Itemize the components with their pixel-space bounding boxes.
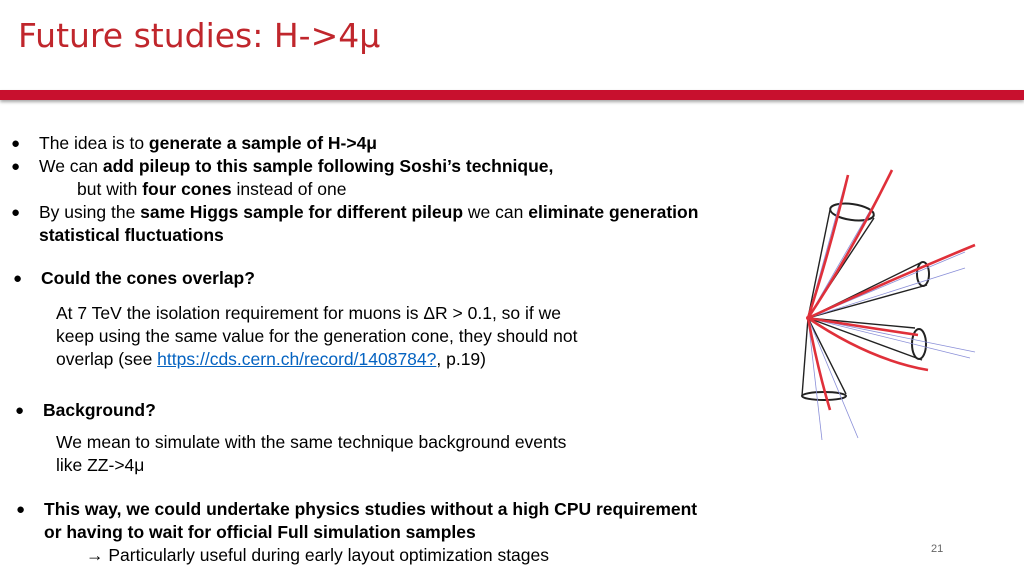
cone-lower xyxy=(802,318,858,440)
bullet-dot: ● xyxy=(11,204,21,221)
overlap-heading: Could the cones overlap? xyxy=(41,268,255,288)
background-text-line-2: like ZZ->4μ xyxy=(56,455,145,475)
bullet-dot: ● xyxy=(15,402,25,419)
background-heading: Background? xyxy=(43,400,156,420)
bullet-pileup: We can add pileup to this sample following Soshi’s technique, xyxy=(39,156,554,176)
bullet-idea: The idea is to generate a sample of H->4μ xyxy=(39,133,378,153)
overlap-text-line-2: keep using the same value for the generation cone, they should not xyxy=(56,326,578,346)
bullet-same-sample: By using the same Higgs sample for different pileup we can eliminate generation xyxy=(39,202,699,222)
bullet-dot: ● xyxy=(13,270,23,287)
bullet-pileup-continuation: but with four cones instead of one xyxy=(77,179,347,199)
overlap-text-line-1: At 7 TeV the isolation requirement for muons is ΔR > 0.1, so if we xyxy=(56,303,562,323)
overlap-text-line-3: overlap (see https://cds.cern.ch/record/1408784?, p.19) xyxy=(56,349,486,369)
slide-title: Future studies: H->4μ xyxy=(18,16,381,55)
bullet-dot: ● xyxy=(16,501,26,518)
cone-right-lower xyxy=(808,318,975,370)
bullet-dot: ● xyxy=(11,135,21,152)
cone-right-upper xyxy=(808,245,975,318)
cone-upper xyxy=(808,170,892,318)
conclusion-line-3: → Particularly useful during early layout optimization stages xyxy=(86,545,549,565)
bullet-same-sample-continuation: statistical fluctuations xyxy=(39,225,224,245)
conclusion-line-2: or having to wait for official Full simulation samples xyxy=(44,522,476,542)
four-cones-sketch xyxy=(770,160,990,460)
page-number: 21 xyxy=(931,543,944,555)
interaction-vertex xyxy=(806,316,810,320)
conclusion-line-1: This way, we could undertake physics studies without a high CPU requirement xyxy=(44,499,698,519)
bullet-dot: ● xyxy=(11,158,21,175)
cds-record-link[interactable]: https://cds.cern.ch/record/1408784? xyxy=(157,349,437,369)
background-text-line-1: We mean to simulate with the same technique background events xyxy=(56,432,567,452)
title-divider xyxy=(0,90,1024,100)
